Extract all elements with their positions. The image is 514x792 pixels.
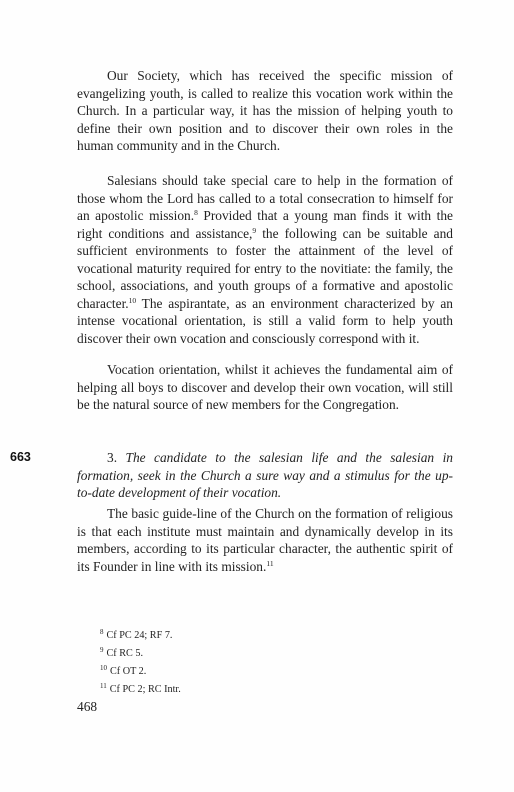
footnote-item — [100, 661, 400, 679]
section-number: 3. — [107, 450, 118, 465]
paragraph-guide-line — [77, 505, 453, 575]
paragraph-text: Salesians should take special care to help in the formation of those whom the Lord has called to a total consecration to himself for an apostolic mission. — [77, 173, 453, 223]
paragraph-society-mission — [77, 67, 453, 155]
paragraph-text: The basic guide-line of the Church on the formation of religious is that each institute must maintain and dynamically develop in its members, according to its particular character, the authentic spirit of its Founder in line with its mission. — [77, 506, 453, 574]
footnote-item — [100, 643, 400, 661]
footnote-text: Cf RC 5. — [106, 648, 144, 659]
footnote-text: Cf OT 2. — [110, 666, 147, 677]
footnote-item — [100, 625, 400, 643]
paragraph-vocation-orientation — [77, 361, 453, 414]
section-heading — [77, 449, 453, 502]
footnote-mark: 8 — [100, 628, 104, 636]
footnote-ref: 10 — [128, 295, 137, 305]
paragraph-text: Vocation orientation, whilst it achieves the fundamental aim of helping all boys to discover and develop their own vocation, will still be the natural source of new members for the Congregation. — [77, 362, 453, 412]
footnote-ref: 9 — [252, 225, 257, 235]
section-heading-text: The candidate to the salesian life and the salesian in formation, seek in the Church a sure way and a stimulus for the up-to-date development of their vocation. — [77, 450, 453, 500]
page-number: 468 — [77, 699, 98, 714]
footnote-text: Cf PC 24; RF 7. — [106, 630, 173, 641]
paragraph-salesians-formation — [77, 172, 453, 347]
footnote-ref: 8 — [194, 208, 198, 217]
footnote-item — [100, 679, 400, 697]
paragraph-text: Provided that a young man finds it with the right conditions and assistance, — [77, 208, 454, 241]
footnote-text: Cf PC 2; RC Intr. — [109, 684, 181, 695]
footnotes-list — [100, 625, 400, 697]
margin-number: 663 — [10, 450, 31, 464]
footnote-ref: 11 — [266, 558, 274, 568]
paragraph-text: Our Society, which has received the specific mission of evangelizing youth, is called to realize this vocation work within the Church. In a particular way, it has the mission of helping youth to define their own position and to discover their own roles in the human community and in the Church. — [77, 68, 453, 153]
paragraph-text: The aspirantate, as an environment characterized by an intense vocational orientation, is still a valid form to help youth discover their own vocation and consciously correspond with it. — [77, 295, 453, 346]
footnote-mark: 11 — [100, 682, 107, 690]
paragraph-text: the following can be suitable and sufficient environments to foster the attainment of the level of vocational maturity required for entry to the novitiate: the family, the school, associations, and youth groups of a formative and apostolic character. — [77, 225, 453, 311]
footnote-mark: 10 — [100, 664, 107, 672]
footnote-mark: 9 — [100, 646, 104, 654]
